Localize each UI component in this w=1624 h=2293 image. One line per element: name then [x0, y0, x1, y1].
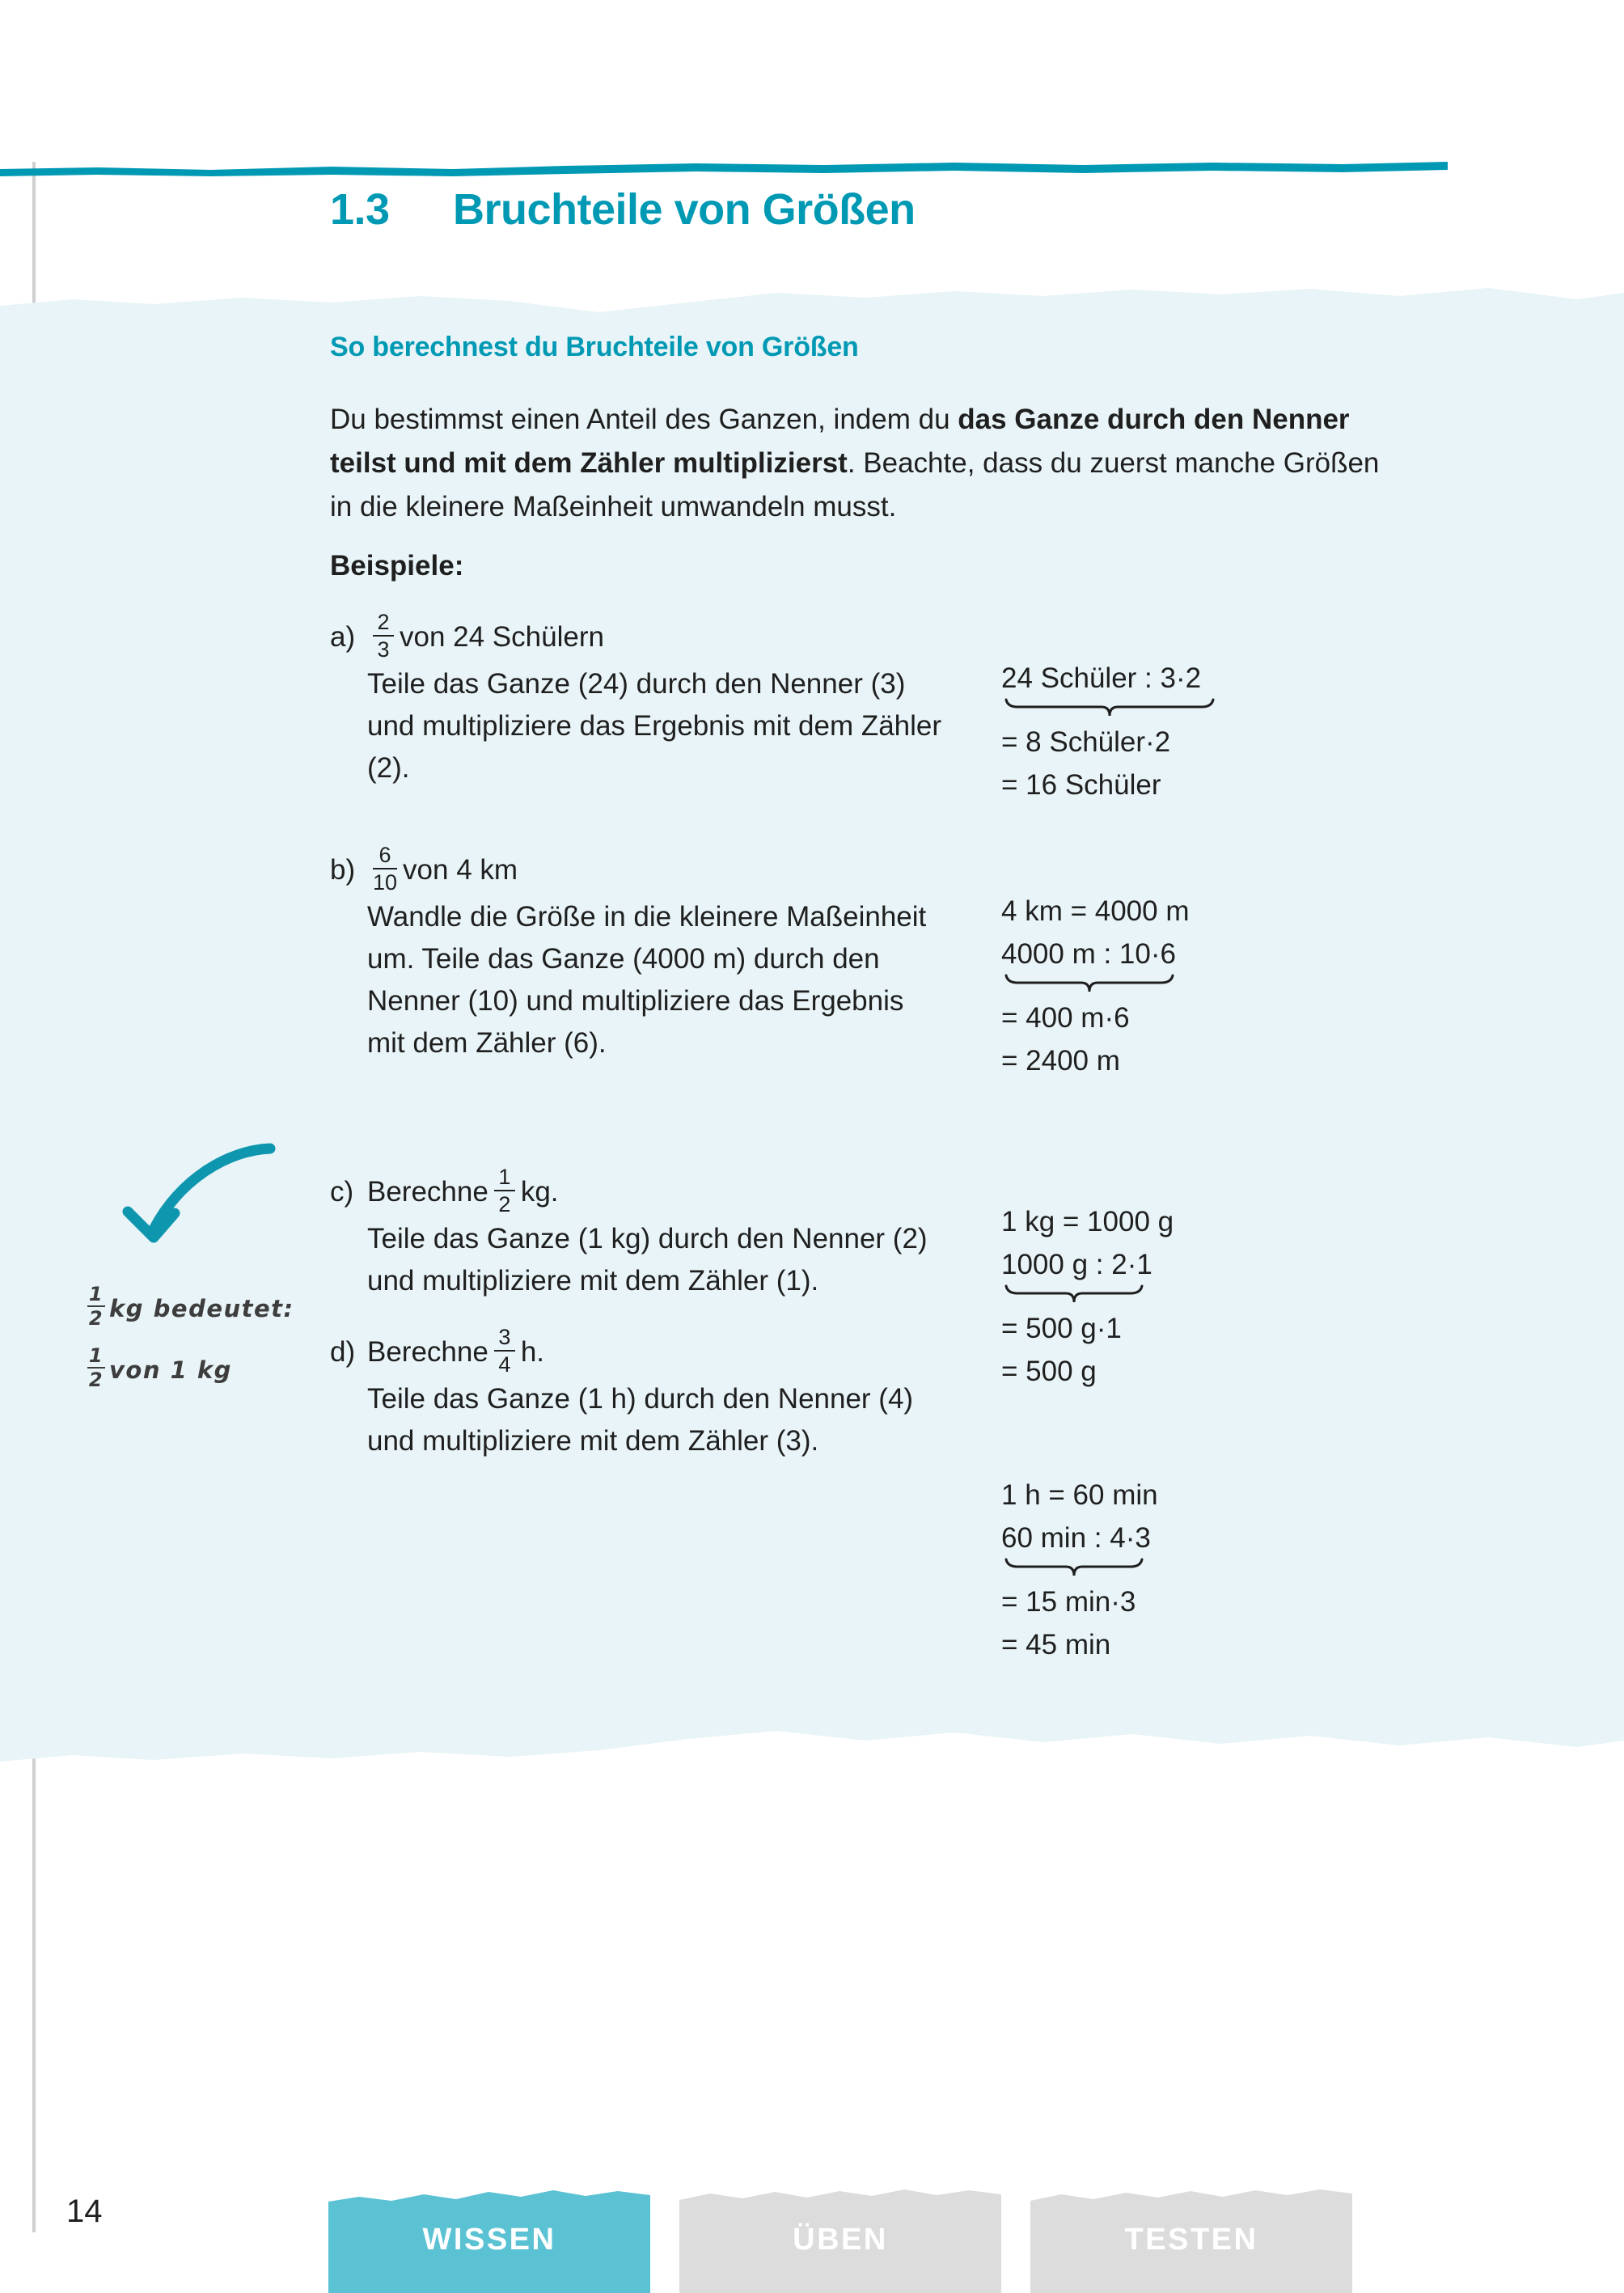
fraction-numerator: 3: [498, 1325, 511, 1349]
annotation-fraction-1: [87, 1284, 105, 1329]
fraction-denominator: 10: [373, 870, 398, 895]
intro-text-part2: . Beachte, dass du zuerst manche Größen in die kleinere Maßeinheit umwandeln musst.: [330, 447, 1380, 522]
tab-ueben-label[interactable]: ÜBEN: [793, 2223, 888, 2257]
example-c-fraction: [494, 1165, 515, 1216]
fraction-numerator: 1: [498, 1165, 511, 1189]
section-header: [330, 184, 1462, 257]
example-a-label: a): [330, 621, 356, 653]
calc-b-braced: 4000 m : 10·6: [1001, 938, 1176, 970]
example-a-fraction: [373, 610, 394, 662]
annotation-line-1-text: kg bedeutet:: [109, 1295, 294, 1322]
fraction-numerator: 2: [377, 610, 390, 634]
intro-paragraph: [330, 398, 1381, 529]
fraction-numerator: 1: [88, 1283, 104, 1305]
calculation-d: [1001, 1474, 1519, 1666]
underbrace-d: [1001, 1559, 1519, 1580]
fraction-denominator: 2: [88, 1307, 104, 1330]
calc-a-result-2: = 16 Schüler: [1001, 769, 1161, 801]
example-d: [330, 1326, 945, 1462]
intro-text-bold: das Ganze durch den Nenner teilst und mit dem Zähler multiplizierst: [330, 404, 1350, 479]
fraction-denominator: 4: [498, 1352, 511, 1377]
examples-heading: Beispiele:: [330, 550, 464, 582]
calculation-c: [1001, 1200, 1519, 1393]
curved-arrow-icon: [91, 1136, 277, 1281]
example-a-heading: [330, 611, 945, 663]
tab-testen-label[interactable]: TESTEN: [1124, 2223, 1258, 2257]
panel-subtitle: So berechnest du Bruchteile von Größen: [330, 332, 859, 362]
underbrace-b: [1001, 975, 1519, 996]
example-d-body: Teile das Ganze (1 h) durch den Nenner (4) und multipliziere mit dem Zähler (3).: [367, 1383, 914, 1457]
calc-b-setup: 4 km = 4000 m: [1001, 895, 1190, 927]
page-number: 14: [66, 2194, 103, 2229]
calc-b-result-1: = 400 m·6: [1001, 1002, 1130, 1034]
intro-text-part1: Du bestimmst einen Anteil des Ganzen, indem du: [330, 404, 958, 435]
example-c-head-after: kg.: [520, 1176, 559, 1208]
calc-c-setup: 1 kg = 1000 g: [1001, 1206, 1174, 1237]
annotation-line-2-text: von 1 kg: [109, 1356, 232, 1384]
example-d-heading: [330, 1326, 945, 1378]
section-title: Bruchteile von Größen: [453, 185, 916, 234]
fraction-denominator: 3: [377, 637, 390, 662]
annotation-fraction-2: [87, 1345, 105, 1390]
calc-c-result-2: = 500 g: [1001, 1356, 1097, 1387]
calc-a-braced: 24 Schüler : 3·2: [1001, 662, 1202, 694]
example-b-head-after: von 4 km: [403, 854, 518, 886]
section-number: 1.3: [330, 185, 390, 234]
header-accent-rule: [0, 159, 1448, 176]
example-b-body: Wandle die Größe in die kleinere Maßeinheit um. Teile das Ganze (4000 m) durch den Nenner (10) und multipliziere das Ergebnis mit dem Zähler (6).: [367, 901, 927, 1059]
example-b-fraction: [373, 843, 397, 895]
example-b-heading: [330, 844, 945, 896]
fraction-numerator: 6: [379, 843, 391, 867]
calc-d-result-1: = 15 min·3: [1001, 1586, 1136, 1618]
calc-d-result-2: = 45 min: [1001, 1629, 1111, 1661]
underbrace-a: [1001, 700, 1519, 721]
fraction-numerator: 1: [88, 1344, 104, 1367]
annotation-line-2: [87, 1339, 330, 1401]
calculation-b: [1001, 890, 1519, 1082]
handwritten-annotation: [87, 1278, 330, 1401]
calc-c-braced: 1000 g : 2·1: [1001, 1249, 1152, 1280]
calc-d-setup: 1 h = 60 min: [1001, 1479, 1158, 1511]
calculation-a: [1001, 657, 1519, 806]
example-a-head-after: von 24 Schülern: [400, 621, 604, 653]
example-c-body: Teile das Ganze (1 kg) durch den Nenner (2) und multipliziere mit dem Zähler (1).: [367, 1223, 928, 1297]
knowledge-panel-content: [0, 285, 1624, 1773]
example-d-fraction: [494, 1325, 515, 1377]
example-a: [330, 611, 945, 789]
example-c-label: c): [330, 1176, 354, 1208]
example-c: [330, 1166, 945, 1302]
example-d-label: d): [330, 1336, 356, 1368]
example-b-label: b): [330, 854, 356, 886]
calc-d-braced: 60 min : 4·3: [1001, 1522, 1151, 1554]
example-b: [330, 844, 945, 1064]
fraction-denominator: 2: [498, 1192, 511, 1216]
annotation-line-1: [87, 1278, 330, 1339]
calc-b-result-2: = 2400 m: [1001, 1045, 1120, 1077]
example-d-head-after: h.: [520, 1336, 545, 1368]
calc-a-result-1: = 8 Schüler·2: [1001, 726, 1171, 758]
fraction-denominator: 2: [88, 1369, 104, 1391]
underbrace-c: [1001, 1286, 1519, 1307]
example-c-head-before: Berechne: [367, 1176, 488, 1208]
example-d-head-before: Berechne: [367, 1336, 488, 1368]
example-a-body: Teile das Ganze (24) durch den Nenner (3) und multipliziere das Ergebnis mit dem Zähler (2).: [367, 668, 942, 784]
tab-wissen-label[interactable]: WISSEN: [422, 2223, 556, 2257]
example-c-heading: [330, 1166, 945, 1218]
calc-c-result-1: = 500 g·1: [1001, 1313, 1122, 1344]
